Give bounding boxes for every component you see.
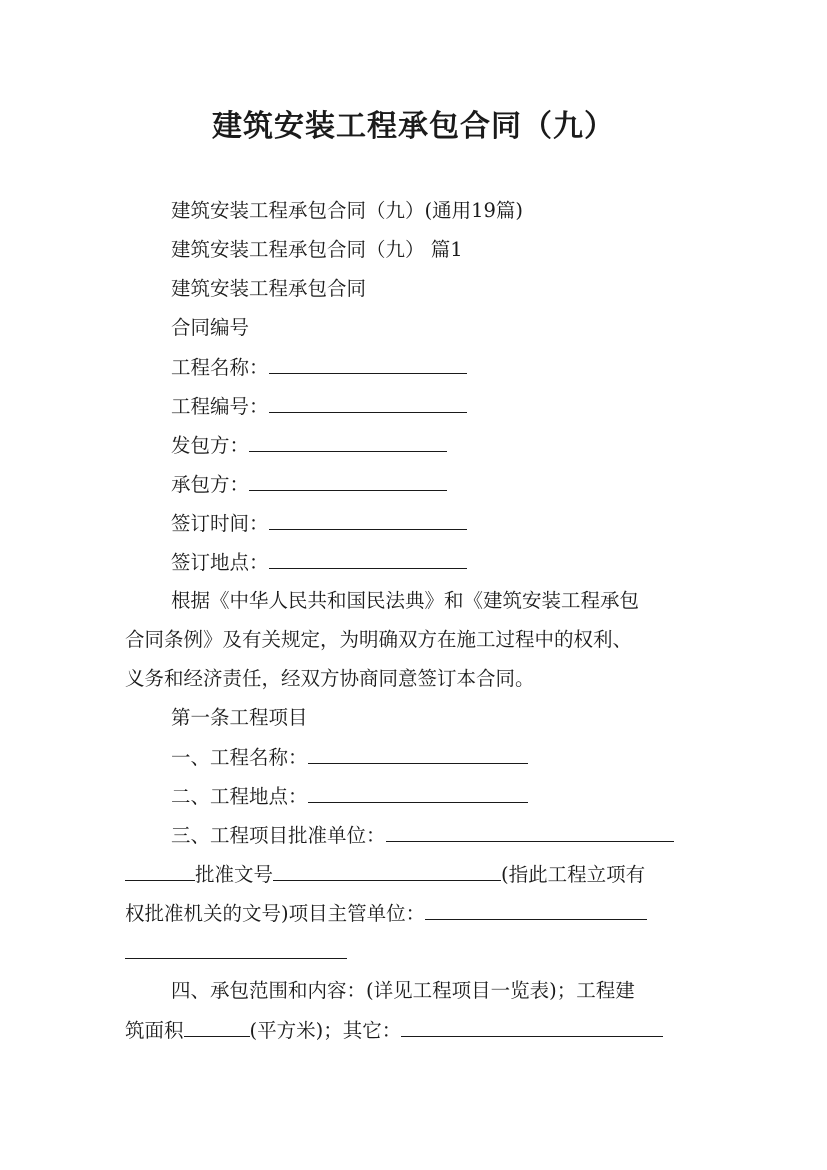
paragraph-line: 根据《中华人民共和国民法典》和《建筑安装工程承包 [171,589,640,612]
blank-line [269,391,467,413]
blank-line [308,742,528,764]
blank-line [125,859,195,881]
item-project-name [171,742,528,772]
item-scope: 四、承包范围和内容：(详见工程项目一览表)；工程建 [171,979,635,1002]
blank-line [269,508,467,530]
section-heading: 建筑安装工程承包合同（九） 篇1 [171,238,463,261]
field-label: (平方米)；其它： [249,1019,402,1042]
blank-line [401,1015,663,1037]
item-area [125,1015,663,1045]
blank-continuation [125,937,347,967]
field-label: 发包方： [171,434,250,457]
contract-number-label: 合同编号 [171,316,250,339]
blank-line [308,781,528,803]
project-number-field [171,391,467,421]
field-label: 批准文号 [195,863,274,886]
blank-line [249,469,447,491]
field-label: 签订地点： [171,551,269,574]
item-supervising-unit [125,898,647,928]
employer-field [171,430,447,460]
paragraph-line: 义务和经济责任，经双方协商同意签订本合同。 [125,667,535,690]
field-note: (指此工程立项有 [501,863,646,886]
contract-name: 建筑安装工程承包合同 [171,277,367,300]
field-label: 签订时间： [171,512,269,535]
blank-line [249,430,447,452]
contractor-field [171,469,447,499]
item-project-location [171,781,528,811]
field-label: 筑面积 [125,1019,184,1042]
project-name-field [171,352,467,382]
blank-line [184,1015,250,1037]
blank-line [386,820,674,842]
article-heading: 第一条工程项目 [171,706,308,729]
blank-line [269,352,467,374]
item-approval-number [125,859,645,889]
subtitle-line: 建筑安装工程承包合同（九）(通用19篇) [171,199,524,222]
field-label: 工程编号： [171,395,269,418]
field-label: 权批准机关的文号)项目主管单位： [125,902,426,925]
blank-line [269,547,467,569]
blank-line [125,937,347,959]
paragraph-line: 合同条例》及有关规定，为明确双方在施工过程中的权利、 [125,628,633,651]
field-label: 二、工程地点： [171,785,308,808]
signing-place-field [171,547,467,577]
blank-line [273,859,501,881]
field-label: 承包方： [171,473,250,496]
document-title: 建筑安装工程承包合同（九） [212,109,615,144]
field-label: 一、工程名称： [171,746,308,769]
item-approval-unit [171,820,674,850]
field-label: 三、工程项目批准单位： [171,824,386,847]
blank-line [425,898,647,920]
field-label: 工程名称： [171,356,269,379]
signing-time-field [171,508,467,538]
